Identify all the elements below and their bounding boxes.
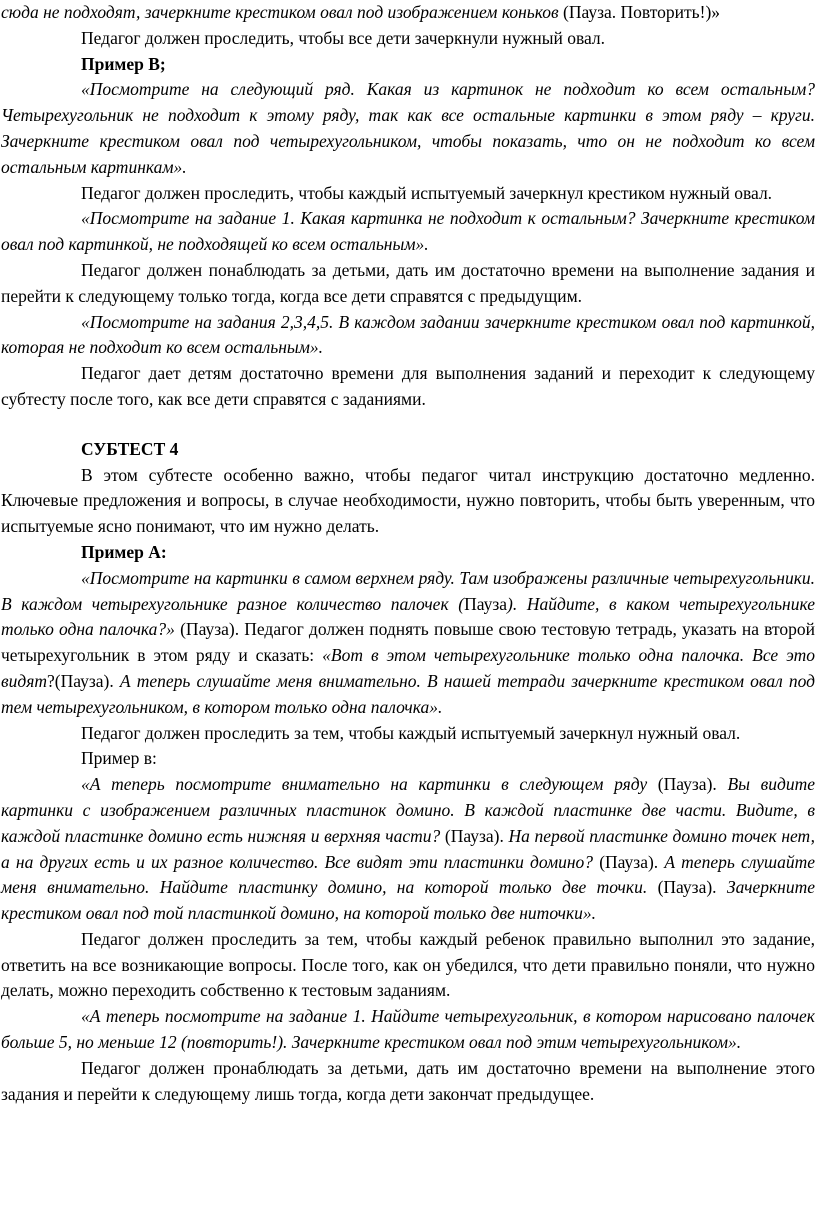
paragraph-instruction-mixed xyxy=(1,772,815,927)
paragraph-teacher-note: Педагог должен пронаблюдать за детьми, дать им достаточно времени на выполнение этого задания и перейти к следующему лишь тогда, когда дети закончат предыдущее. xyxy=(1,1057,815,1104)
plain-text: (Пауза). Педагог должен поднять повыше свою тестовую тетрадь, указать на второй четырехугольник в этом ряду и сказать: xyxy=(1,619,815,666)
plain-text: (Пауза). xyxy=(647,877,727,898)
plain-text: (Пауза). xyxy=(593,851,665,872)
italic-text: Вы видите картинки с изображением различных пластинок домино. В каждой пластинке две части. Видите, в каждой пластинке домино есть нижняя и верхняя части? xyxy=(1,774,815,846)
plain-text: (Пауза. Повторить!)» xyxy=(558,2,721,22)
paragraph-teacher-note: Педагог должен проследить, чтобы каждый испытуемый зачеркнул крестиком нужный овал. xyxy=(81,182,773,203)
spacer xyxy=(1,413,815,437)
example-heading: Пример в: xyxy=(81,748,157,769)
paragraph-intro: В этом субтесте особенно важно, чтобы педагог читал инструкцию достаточно медленно. Ключевые предложения и вопросы, в случае необходимости, нужно повторить, чтобы быть уверенным, что испытуемые ясно понимают, что им нужно делать. xyxy=(1,464,815,537)
paragraph-instruction: «Посмотрите на задание 1. Какая картинка не подходит к остальным? Зачеркните крестиком овал под картинкой, не подходящей ко всем остальным». xyxy=(1,208,815,255)
plain-text: ?(Пауза). xyxy=(46,670,120,691)
italic-text: сюда не подходят, зачеркните крестиком овал под изображением коньков xyxy=(1,2,559,22)
paragraph-teacher-note: Педагог должен проследить, чтобы все дети зачеркнули нужный овал. xyxy=(81,27,606,48)
paragraph-instruction: «А теперь посмотрите на задание 1. Найдите четырехугольник, в котором нарисовано палочек больше 5, но меньше 12 (повторить!). Зачеркните крестиком овал под этим четырехугольником». xyxy=(1,1006,815,1053)
italic-text: Зачеркните крестиком овал под той пластинкой домино, на которой только две ниточки». xyxy=(1,877,815,924)
paragraph-instruction: «Посмотрите на следующий ряд. Какая из картинок не подходит ко всем остальным? Четырехугольник не подходит к этому ряду, так как все остальные картинки в этом ряду – круги. Зачеркните крестиком овал под четырехугольником, чтобы показать, что он не подходит ко всем остальным картинкам». xyxy=(1,79,815,177)
section-heading: СУБТЕСТ 4 xyxy=(81,438,179,459)
paragraph-teacher-note: Педагог должен понаблюдать за детьми, дать им достаточно времени на выполнение задания и перейти к следующему только тогда, когда все дети справятся с предыдущим. xyxy=(1,259,815,306)
paragraph-teacher-note: Педагог должен проследить за тем, чтобы каждый испытуемый зачеркнул нужный овал. xyxy=(81,722,741,743)
paragraph-instruction-mixed xyxy=(1,566,815,721)
paragraph-continuation xyxy=(1,0,815,26)
italic-text: А теперь слушайте меня внимательно. В нашей тетради зачеркните крестиком овал под тем четырехугольником, в котором только одна палочка». xyxy=(1,670,815,717)
example-heading: Пример В; xyxy=(81,53,166,74)
plain-text: (Пауза). xyxy=(647,774,728,795)
paragraph-teacher-note: Педагог дает детям достаточно времени для выполнения заданий и переходит к следующему субтесту после того, как все дети справятся с заданиями. xyxy=(1,363,815,409)
plain-text: (Пауза). xyxy=(440,825,509,846)
italic-text: «А теперь посмотрите внимательно на картинки в следующем ряду xyxy=(81,774,648,795)
paragraph-teacher-note: Педагог должен проследить за тем, чтобы каждый ребенок правильно выполнил это задание, ответить на все возникающие вопросы. После того, как он убедился, что дети правильно поняли, что нужно делать, можно переходить собственно к тестовым заданиям. xyxy=(1,928,815,1001)
paragraph-instruction: «Посмотрите на задания 2,3,4,5. В каждом задании зачеркните крестиком овал под картинкой, которая не подходит ко всем остальным». xyxy=(1,311,815,358)
example-heading: Пример А: xyxy=(81,541,167,562)
italic-text: «Посмотрите на картинки в самом верхнем ряду. Там изображены различные четырехугольники. В каждом четырехугольнике разное количество палочек ( xyxy=(1,567,815,614)
italic-text: ). Найдите, в каком четырехугольнике только одна палочка?» xyxy=(1,593,815,640)
italic-text: «Вот в этом четырехугольнике только одна палочка. Все это видят xyxy=(1,645,815,691)
plain-text: Пауза xyxy=(464,593,508,614)
italic-text: На первой пластинке домино точек нет, а на других есть и их разное количество. Все видят эти пластинки домино? xyxy=(1,825,815,872)
italic-text: А теперь слушайте меня внимательно. Найдите пластинку домино, на которой только две точки. xyxy=(1,851,815,898)
